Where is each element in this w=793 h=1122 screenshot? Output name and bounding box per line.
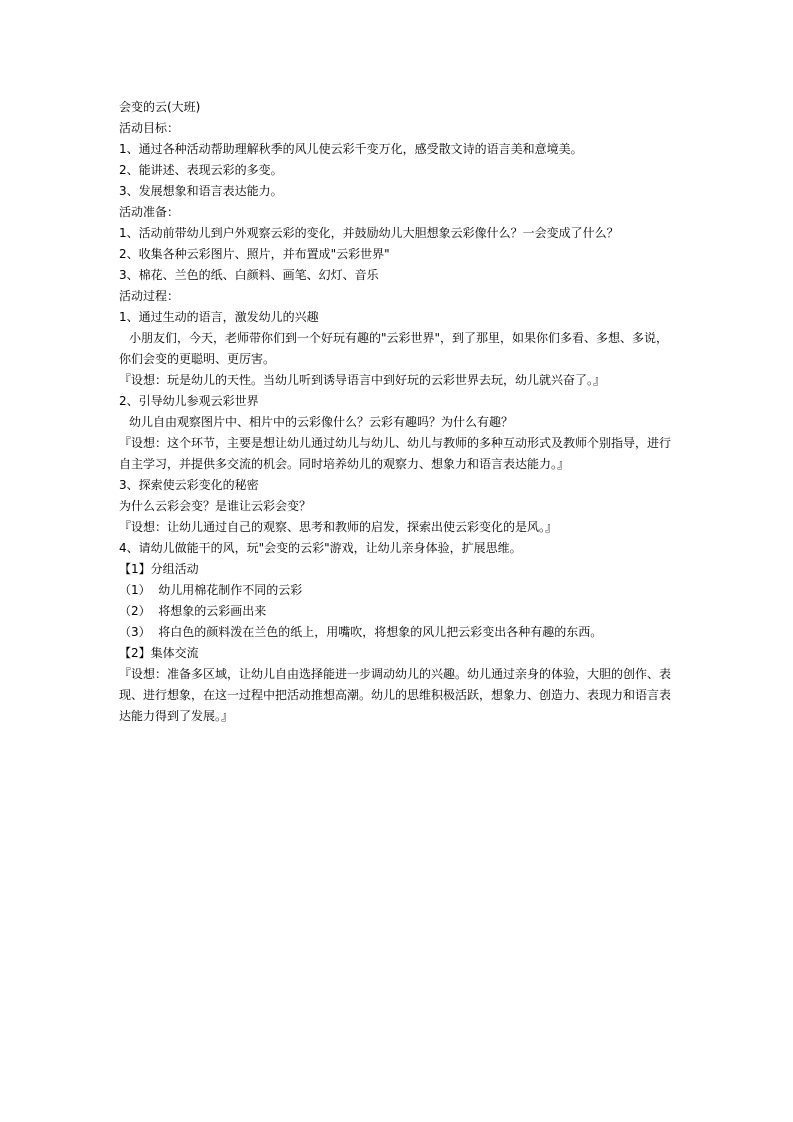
process-step: 1、通过生动的语言，激发幼儿的兴趣 xyxy=(119,310,319,324)
activity-item: （1） 幼儿用棉花制作不同的云彩 xyxy=(119,583,303,597)
activity-item: （2） 将想象的云彩画出来 xyxy=(119,604,267,618)
process-paragraph: 幼儿自由观察图片中、相片中的云彩像什么？云彩有趣吗？为什么有趣？ xyxy=(129,415,514,429)
preparation-item: 1、活动前带幼儿到户外观察云彩的变化，并鼓励幼儿大胆想象云彩像什么？一会变成了什么？ xyxy=(119,226,619,240)
goal-item: 2、能讲述、表现云彩的多变。 xyxy=(119,163,283,177)
process-step: 3、探索使云彩变化的秘密 xyxy=(119,478,259,492)
section-heading-process: 活动过程： xyxy=(119,289,180,303)
subsection-heading: 【2】集体交流 xyxy=(119,646,199,660)
design-note: 『设想：玩是幼儿的天性。当幼儿听到诱导语言中到好玩的云彩世界去玩，幼儿就兴奋了。』 xyxy=(119,373,606,387)
preparation-item: 3、棉花、兰色的纸、白颜料、画笔、幻灯、音乐 xyxy=(119,268,379,282)
document-title: 会变的云(大班) xyxy=(119,100,201,114)
process-paragraph: 小朋友们，今天，老师带你们到一个好玩有趣的"云彩世界"，到了那里，如果你们多看、多想、多说，你们会变的更聪明、更厉害。 xyxy=(119,331,669,366)
process-step: 4、请幼儿做能干的风，玩"会变的云彩"游戏，让幼儿亲身体验，扩展思维。 xyxy=(119,541,522,555)
design-note: 『设想：这个环节，主要是想让幼儿通过幼儿与幼儿、幼儿与教师的多种互动形式及教师个别指导，进行自主学习，并提供多交流的机会。同时培养幼儿的观察力、想象力和语言表达能力。』 xyxy=(119,436,672,471)
process-step: 2、引导幼儿参观云彩世界 xyxy=(119,394,259,408)
process-paragraph: 为什么云彩会变？是谁让云彩会变？ xyxy=(119,499,312,513)
preparation-item: 2、收集各种云彩图片、照片，并布置成"云彩世界" xyxy=(119,247,390,261)
section-heading-goals: 活动目标： xyxy=(119,121,180,135)
goal-item: 3、发展想象和语言表达能力。 xyxy=(119,184,283,198)
goal-item: 1、通过各种活动帮助理解秋季的风儿使云彩千变万化，感受散文诗的语言美和意境美。 xyxy=(119,142,583,156)
subsection-heading: 【1】分组活动 xyxy=(119,562,199,576)
section-heading-preparation: 活动准备： xyxy=(119,205,180,219)
document-body xyxy=(119,97,679,727)
design-note: 『设想：准备多区域，让幼儿自由选择能进一步调动幼儿的兴趣。幼儿通过亲身的体验，大胆的创作、表现、进行想象，在这一过程中把活动推想高潮。幼儿的思维积极活跃，想象力、创造力、表现力和语言表达能力得到了发展。』 xyxy=(119,667,672,723)
activity-item: （3） 将白色的颜料泼在兰色的纸上，用嘴吹，将想象的风儿把云彩变出各种有趣的东西。 xyxy=(119,625,603,639)
design-note: 『设想：让幼儿通过自己的观察、思考和教师的启发，探索出使云彩变化的是风。』 xyxy=(119,520,558,534)
